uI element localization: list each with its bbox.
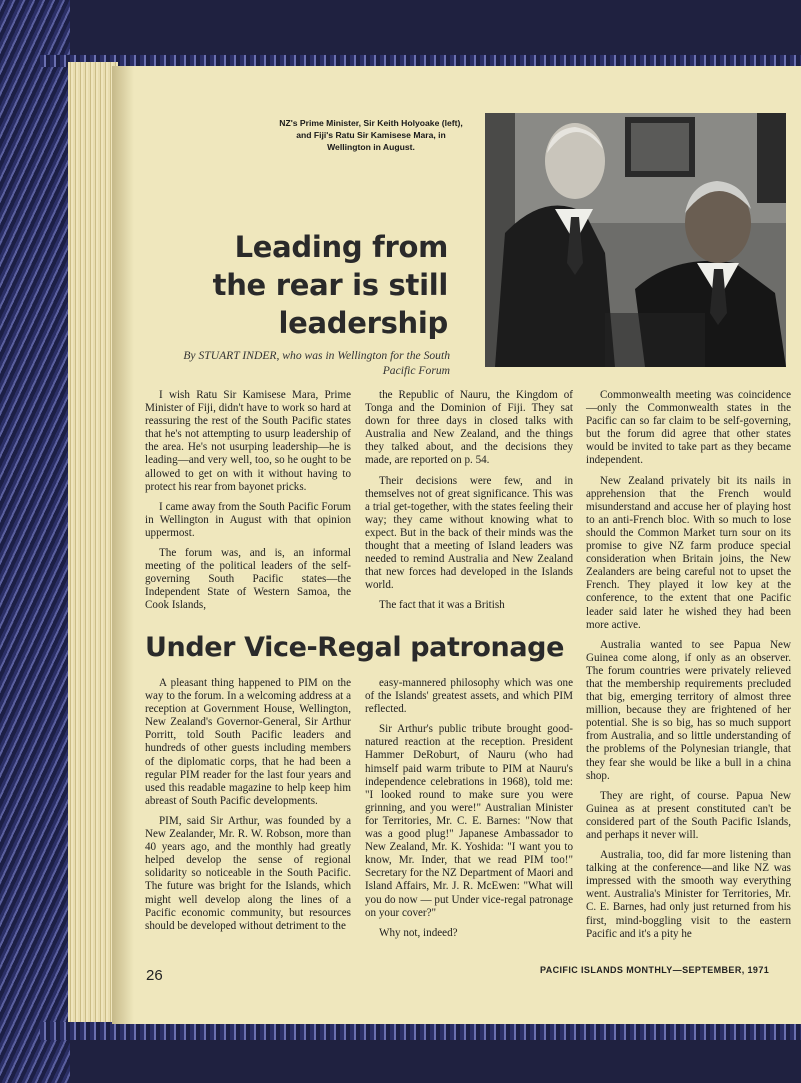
second-headline: Under Vice-Regal patronage (145, 632, 565, 663)
second-article-column-2 (365, 677, 573, 940)
paragraph: A pleasant thing happened to PIM on the way to the forum. In a welcoming address at a reception at Government House, Wellington, New Zealand's Governor-General, Sir Arthur Porritt, told South Pacific leaders and hundreds of other guests including members of the diplomatic corps, that he had been a regular PIM reader for the last four years and used this readable magazine to help keep him abreast of South Pacific developments. (145, 677, 351, 807)
page-number: 26 (146, 967, 163, 984)
paragraph: the Republic of Nauru, the Kingdom of Tonga and the Dominion of Fiji. They sat down for three days in closed talks with Australia and New Zealand, and the things they talked about, and the decisions they made, are reported on p. 54. (365, 389, 573, 467)
photo-prime-ministers (485, 113, 786, 367)
paragraph: I came away from the South Pacific Forum in Wellington in August with that opinion uppermost. (145, 500, 351, 539)
article-headline: Leading from the rear is still leadership (212, 230, 448, 340)
second-article-column-1 (145, 677, 351, 933)
paragraph: PIM, said Sir Arthur, was founded by a New Zealander, Mr. R. W. Robson, more than 40 years ago, and the monthly had greatly helped develop the sense of regional solidarity so noticeable in the South Pacific. The future was bright for the Islands, which might well develop along the lines of a Pacific economic community, but resources should be developed without detriment to the (145, 814, 351, 932)
photo-caption: NZ's Prime Minister, Sir Keith Holyoake (left), and Fiji's Ratu Sir Kamisese Mara, in Wellington in August. (279, 118, 463, 152)
paragraph: easy-mannered philosophy which was one of the Islands' greatest assets, and which PIM reflected. (365, 677, 573, 716)
running-footer: PACIFIC ISLANDS MONTHLY—SEPTEMBER, 1971 (540, 965, 770, 975)
paragraph: They are right, of course. Papua New Guinea as at present constituted can't be considered part of the South Pacific Islands, and perhaps it never will. (586, 789, 791, 841)
paragraph: Their decisions were few, and in themselves not of great significance. This was a trial get-together, with the states feeling their way; they came without knowing what to expect. But in the back of their minds was the thought that a meeting of Island leaders was needed to remind Australia and New Zealand that new forces had developed in the Islands world. (365, 474, 573, 592)
article-column-1 (145, 389, 351, 613)
gutter-shadow (112, 66, 134, 1024)
article-column-2 (365, 389, 573, 613)
binding-bottom-edge (40, 1022, 801, 1040)
paragraph: The fact that it was a British (379, 599, 505, 612)
paragraph: Commonwealth meeting was coincidence—only the Commonwealth states in the Pacific can so far claim to be self-governing, but the forum did agree that other states would be invited to take part as they became independent. (586, 389, 791, 467)
binding-spine-cloth (0, 0, 70, 1083)
paragraph: Australia wanted to see Papua New Guinea come along, if only as an observer. The forum countries were privately relieved that the membership requirements precluded that big, emerging territory of almost three million, because they are frightened of her potential. She is so big, has so much support from Australia, and so little understanding of the problems of the Polynesian triangle, that they fear she would be like a bull in a china shop. (586, 638, 791, 782)
paragraph: I wish Ratu Sir Kamisese Mara, Prime Minister of Fiji, didn't have to work so hard at reassuring the rest of the South Pacific states that he's not attempting to usurp leadership of the area. He's not usurping leadership—he is leading—and very well, too, so he ought to be allowed to get on with it without having to protect his rear from bayonet pricks. (145, 389, 351, 493)
paragraph: The forum was, and is, an informal meeting of the political leaders of the self-governing South Pacific states—the Independent State of Western Samoa, the Cook Islands, (145, 547, 351, 612)
paragraph: New Zealand privately bit its nails in apprehension that the French would misunderstand and accuse her of playing host to an anti-French bloc. With so much to lose should the Common Market turn sour on its promise to give NZ farm produce special consideration when Britain joins, the New Zealanders are being careful not to upset the French. They played it low key at the conference, to the extent that one Pacific leader said later he wished they had been more active. (586, 474, 791, 631)
photo-illustration (485, 113, 786, 367)
article-byline: By STUART INDER, who was in Wellington for the South Pacific Forum (183, 349, 450, 377)
article-column-3 (586, 389, 791, 941)
paragraph: Sir Arthur's public tribute brought good-natured reaction at the reception. President Hammer DeRoburt, of Nauru (who had himself paid warm tribute to PIM at Nauru's independence celebrations in 1968), told me: "I looked round to make sure you were grinning, and you were!" Australian Minister for Territories, Mr. C. E. Barnes: "Now that was a good plug!" Japanese Ambassador to New Zealand, Mr. K. Yoshida: "I want you to know, Mr. Inder, that we read PIM too!" Secretary for the NZ Department of Maori and Island Affairs, Mr. J. R. McEwen: "What will you do now — put Under vice-regal patronage on your cover?" (365, 723, 573, 919)
paragraph: Australia, too, did far more listening than talking at the conference—and like NZ was impressed with the smooth way everything went. Australia's Minister for Territories, Mr. C. E. Barnes, had only just returned from his first, mind-boggling visit to the eastern Pacific and it's a pity he (586, 849, 791, 940)
paragraph: Why not, indeed? (379, 926, 458, 939)
page-edges (68, 62, 118, 1022)
